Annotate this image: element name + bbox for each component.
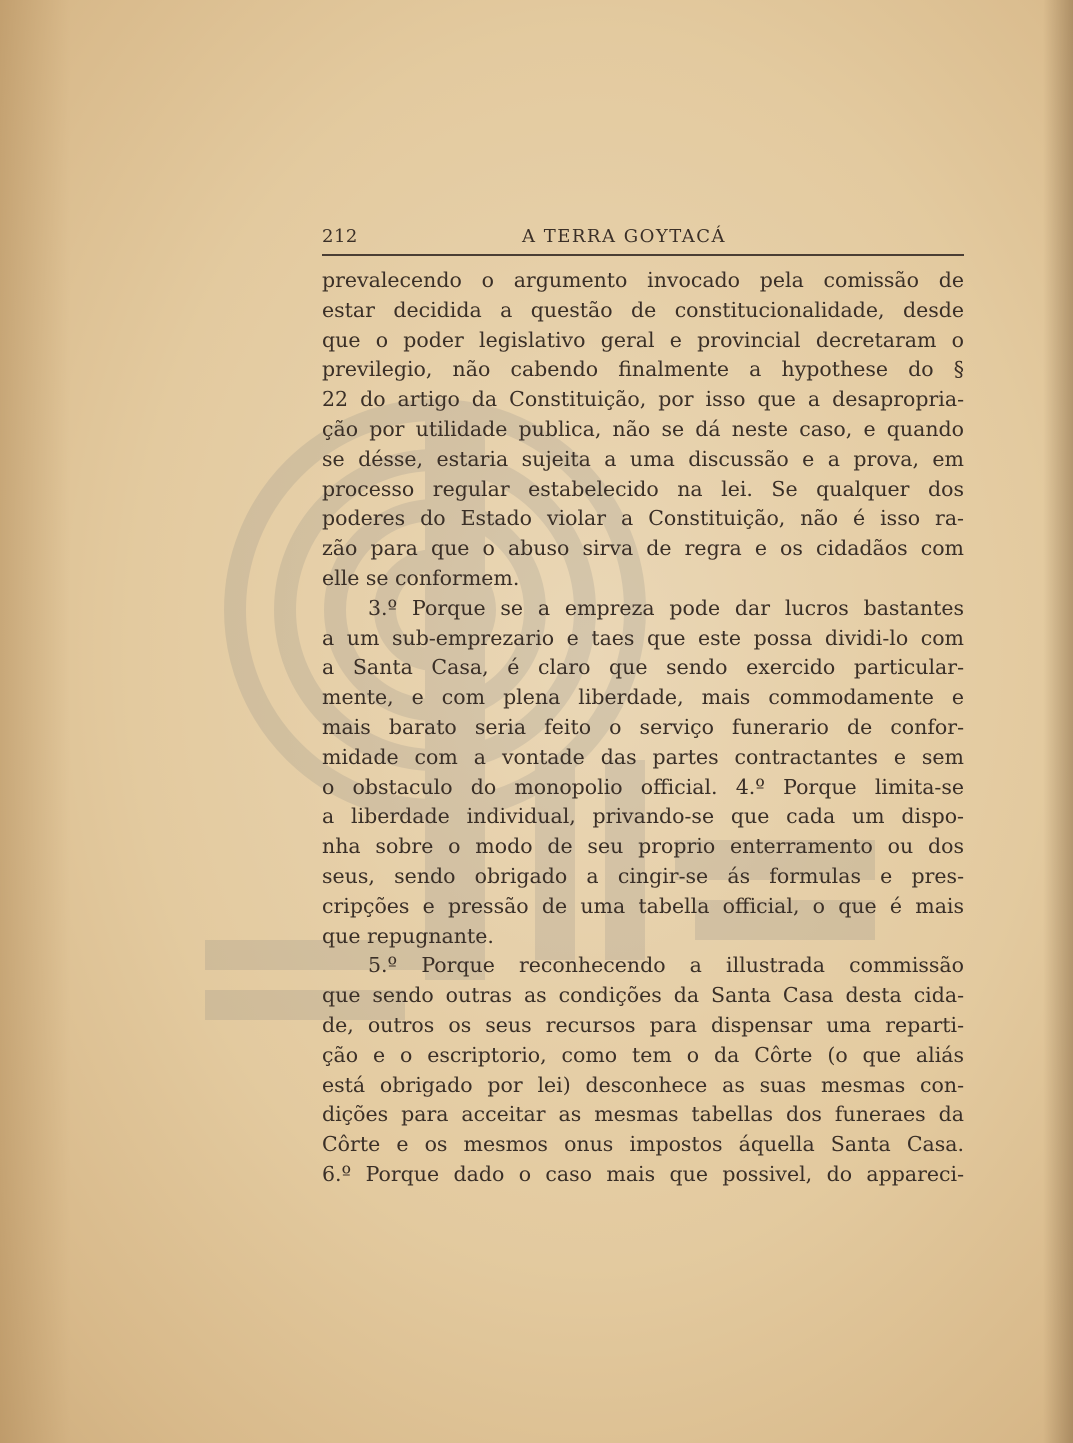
text-line: processo regular estabelecido na lei. Se qualquer dos xyxy=(322,476,964,501)
text-line: ção e o escriptorio, como tem o da Côrte (o que aliás xyxy=(322,1042,964,1067)
text-line: que repugnante. xyxy=(322,923,494,948)
text-line: nha sobre o modo de seu proprio enterramento ou dos xyxy=(322,834,964,859)
text-line: seus, sendo obrigado a cingir-se ás formulas e pres- xyxy=(322,863,964,888)
text-line: poderes do Estado violar a Constituição, não é isso ra- xyxy=(322,506,964,531)
text-line: a um sub-emprezario e taes que este possa dividi-lo com xyxy=(322,625,964,650)
body-text xyxy=(322,266,964,1190)
text-line: o obstaculo do monopolio official. 4.º Porque limita-se xyxy=(322,774,964,799)
text-line: midade com a vontade das partes contractantes e sem xyxy=(322,744,964,769)
text-line: cripções e pressão de uma tabella official, o que é mais xyxy=(322,893,964,918)
text-line: zão para que o abuso sirva de regra e os cidadãos com xyxy=(322,536,964,561)
page-header xyxy=(322,224,964,256)
text-line: 6.º Porque dado o caso mais que possivel, do appareci- xyxy=(322,1161,964,1186)
page-shadow-left xyxy=(0,0,70,1443)
page-shadow-right xyxy=(1043,0,1073,1443)
running-title: A TERRA GOYTACÁ xyxy=(522,226,727,247)
text-line: se désse, estaria sujeita a uma discussão e a prova, em xyxy=(322,446,964,471)
text-line: previlegio, não cabendo finalmente a hypothese do § xyxy=(322,357,964,382)
text-line: 5.º Porque reconhecendo a illustrada commissão xyxy=(368,953,964,978)
text-line: mais barato seria feito o serviço funerario de confor- xyxy=(322,714,964,739)
text-line: elle se conformem. xyxy=(322,565,520,590)
text-line: prevalecendo o argumento invocado pela comissão de xyxy=(322,268,964,292)
text-line: 3.º Porque se a empreza pode dar lucros bastantes xyxy=(368,595,964,620)
text-line: que o poder legislativo geral e provincial decretaram o xyxy=(322,327,964,352)
text-line: a Santa Casa, é claro que sendo exercido particular- xyxy=(322,655,964,680)
text-line: dições para acceitar as mesmas tabellas dos funeraes da xyxy=(322,1102,964,1127)
text-line: estar decidida a questão de constitucionalidade, desde xyxy=(322,297,964,322)
text-line: que sendo outras as condições da Santa Casa desta cida- xyxy=(322,983,964,1008)
text-line: 22 do artigo da Constituição, por isso que a desapropria- xyxy=(322,387,964,412)
text-line: está obrigado por lei) desconhece as suas mesmas con- xyxy=(322,1072,964,1097)
text-line: a liberdade individual, privando-se que cada um dispo- xyxy=(322,804,964,829)
text-line: mente, e com plena liberdade, mais commodamente e xyxy=(322,685,964,710)
page-number: 212 xyxy=(322,226,358,247)
text-line: Côrte e os mesmos onus impostos áquella Santa Casa. xyxy=(322,1132,964,1157)
text-line: de, outros os seus recursos para dispensar uma reparti- xyxy=(322,1012,964,1037)
text-line: ção por utilidade publica, não se dá neste caso, e quando xyxy=(322,416,964,441)
